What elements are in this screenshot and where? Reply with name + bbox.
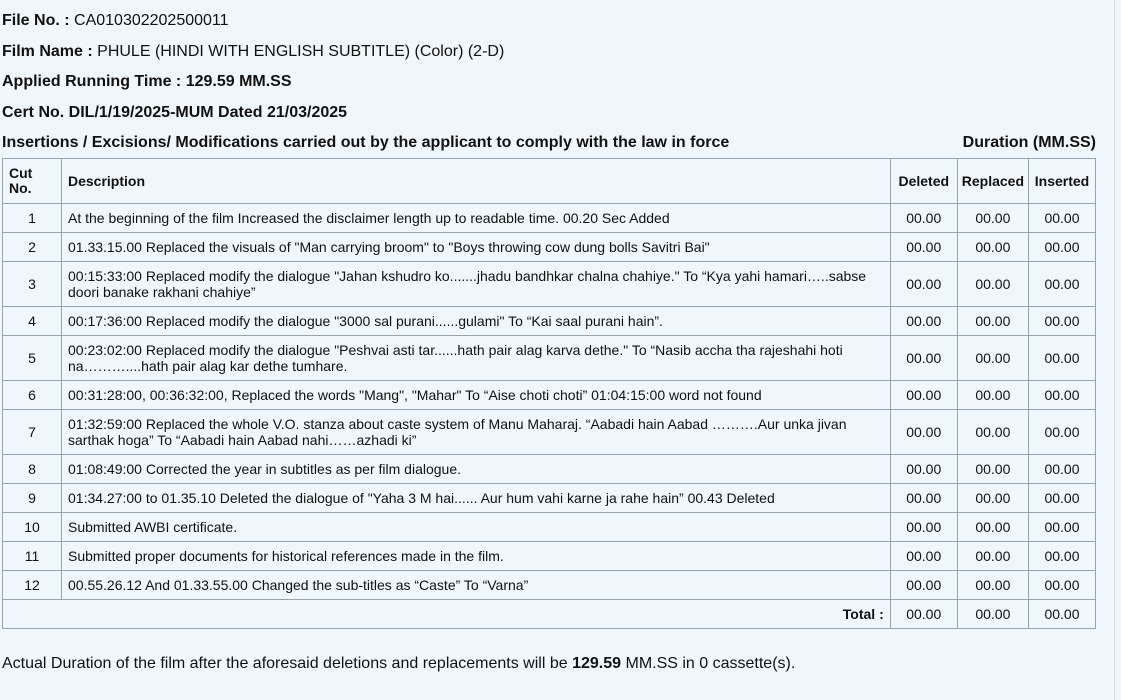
description-cell: 00:17:36:00 Replaced modify the dialogue "3000 sal purani......gulami" To “Kai saal purani hain”. <box>62 307 891 336</box>
cut-no-cell: 6 <box>3 381 62 410</box>
replaced-cell: 00.00 <box>957 410 1028 455</box>
deleted-cell: 00.00 <box>890 262 957 307</box>
inserted-cell: 00.00 <box>1029 307 1096 336</box>
header-inserted: Inserted <box>1029 159 1096 204</box>
replaced-cell: 00.00 <box>957 571 1028 600</box>
deleted-cell: 00.00 <box>890 542 957 571</box>
total-inserted: 00.00 <box>1029 600 1096 629</box>
inserted-cell: 00.00 <box>1029 262 1096 307</box>
deleted-cell: 00.00 <box>890 307 957 336</box>
inserted-cell: 00.00 <box>1029 455 1096 484</box>
description-cell: 01:32:59:00 Replaced the whole V.O. stanza about caste system of Manu Maharaj. “Aabadi hain Aabad ……….Aur unka jivan sarthak hoga” To “Aabadi hain Aabad nahi……azhadi ki” <box>62 410 891 455</box>
cut-no-cell: 11 <box>3 542 62 571</box>
deleted-cell: 00.00 <box>890 410 957 455</box>
table-row <box>3 204 1096 233</box>
inserted-cell: 00.00 <box>1029 484 1096 513</box>
cut-no-cell: 7 <box>3 410 62 455</box>
actual-duration-note <box>2 655 795 673</box>
page-edge <box>1114 0 1115 700</box>
modifications-heading-row <box>2 134 1096 152</box>
table-row <box>3 455 1096 484</box>
table-row <box>3 262 1096 307</box>
replaced-cell: 00.00 <box>957 233 1028 262</box>
description-cell: 01.33.15.00 Replaced the visuals of "Man carrying broom" to "Boys throwing cow dung bolls Savitri Bai" <box>62 233 891 262</box>
header-description: Description <box>62 159 891 204</box>
replaced-cell: 00.00 <box>957 513 1028 542</box>
table-row <box>3 233 1096 262</box>
deleted-cell: 00.00 <box>890 455 957 484</box>
modifications-table <box>2 158 1096 629</box>
description-cell: 01:08:49:00 Corrected the year in subtitles as per film dialogue. <box>62 455 891 484</box>
deleted-cell: 00.00 <box>890 336 957 381</box>
inserted-cell: 00.00 <box>1029 381 1096 410</box>
film-name-label: Film Name : <box>2 43 93 60</box>
total-replaced: 00.00 <box>957 600 1028 629</box>
table-row <box>3 307 1096 336</box>
header-replaced: Replaced <box>957 159 1028 204</box>
total-row <box>3 600 1096 629</box>
cut-no-cell: 12 <box>3 571 62 600</box>
cut-no-cell: 10 <box>3 513 62 542</box>
replaced-cell: 00.00 <box>957 262 1028 307</box>
header-deleted: Deleted <box>890 159 957 204</box>
inserted-cell: 00.00 <box>1029 204 1096 233</box>
section-heading: Insertions / Excisions/ Modifications carried out by the applicant to comply with the law in force <box>2 134 730 151</box>
replaced-cell: 00.00 <box>957 484 1028 513</box>
description-cell: At the beginning of the film Increased the disclaimer length up to readable time. 00.20 Sec Added <box>62 204 891 233</box>
total-deleted: 00.00 <box>890 600 957 629</box>
description-cell: 00:23:02:00 Replaced modify the dialogue "Peshvai asti tar......hath pair alag karva dethe." To “Nasib accha tha rajeshahi hoti na………....hath pair alag kar dethe tumhare. <box>62 336 891 381</box>
description-cell: 00:15:33:00 Replaced modify the dialogue "Jahan kshudro ko.......jhadu bandhkar chalna chahiye." To “Kya yahi hamari…..sabse doori banake rakhani chahiye” <box>62 262 891 307</box>
table-row <box>3 542 1096 571</box>
duration-heading: Duration (MM.SS) <box>962 134 1096 151</box>
table-row <box>3 410 1096 455</box>
deleted-cell: 00.00 <box>890 513 957 542</box>
description-cell: Submitted AWBI certificate. <box>62 513 891 542</box>
description-cell: Submitted proper documents for historical references made in the film. <box>62 542 891 571</box>
table-row <box>3 336 1096 381</box>
replaced-cell: 00.00 <box>957 336 1028 381</box>
film-name-value: PHULE (HINDI WITH ENGLISH SUBTITLE) (Color) (2-D) <box>97 43 505 60</box>
replaced-cell: 00.00 <box>957 381 1028 410</box>
deleted-cell: 00.00 <box>890 381 957 410</box>
footer-prefix: Actual Duration of the film after the aforesaid deletions and replacements will be <box>2 655 568 672</box>
applied-running-time: Applied Running Time : 129.59 MM.SS <box>2 73 292 90</box>
inserted-cell: 00.00 <box>1029 233 1096 262</box>
table-row <box>3 381 1096 410</box>
deleted-cell: 00.00 <box>890 204 957 233</box>
cut-no-cell: 9 <box>3 484 62 513</box>
footer-suffix: MM.SS in 0 cassette(s). <box>625 655 796 672</box>
footer-duration-value: 129.59 <box>572 655 622 672</box>
table-header-row <box>3 159 1096 204</box>
cut-no-cell: 3 <box>3 262 62 307</box>
film-name <box>2 43 504 61</box>
cut-no-cell: 5 <box>3 336 62 381</box>
cut-no-cell: 8 <box>3 455 62 484</box>
cut-no-cell: 1 <box>3 204 62 233</box>
replaced-cell: 00.00 <box>957 307 1028 336</box>
replaced-cell: 00.00 <box>957 542 1028 571</box>
inserted-cell: 00.00 <box>1029 571 1096 600</box>
table-row <box>3 484 1096 513</box>
replaced-cell: 00.00 <box>957 204 1028 233</box>
cut-no-cell: 4 <box>3 307 62 336</box>
file-number-value: CA010302202500011 <box>74 12 229 29</box>
deleted-cell: 00.00 <box>890 571 957 600</box>
inserted-cell: 00.00 <box>1029 336 1096 381</box>
file-number-label: File No. : <box>2 12 70 29</box>
total-label: Total : <box>3 600 891 629</box>
description-cell: 00:31:28:00, 00:36:32:00, Replaced the words "Mang", "Mahar" To “Aise choti choti” 01:04:15:00 word not found <box>62 381 891 410</box>
inserted-cell: 00.00 <box>1029 542 1096 571</box>
deleted-cell: 00.00 <box>890 233 957 262</box>
description-cell: 01:34.27:00 to 01.35.10 Deleted the dialogue of "Yaha 3 M hai...... Aur hum vahi karne ja rahe hain” 00.43 Deleted <box>62 484 891 513</box>
inserted-cell: 00.00 <box>1029 513 1096 542</box>
table-row <box>3 513 1096 542</box>
description-cell: 00.55.26.12 And 01.33.55.00 Changed the sub-titles as “Caste” To “Varna” <box>62 571 891 600</box>
cert-number: Cert No. DIL/1/19/2025-MUM Dated 21/03/2025 <box>2 104 348 121</box>
table-row <box>3 571 1096 600</box>
replaced-cell: 00.00 <box>957 455 1028 484</box>
header-cut-no: Cut No. <box>3 159 62 204</box>
inserted-cell: 00.00 <box>1029 410 1096 455</box>
cut-no-cell: 2 <box>3 233 62 262</box>
deleted-cell: 00.00 <box>890 484 957 513</box>
file-number <box>2 12 229 30</box>
